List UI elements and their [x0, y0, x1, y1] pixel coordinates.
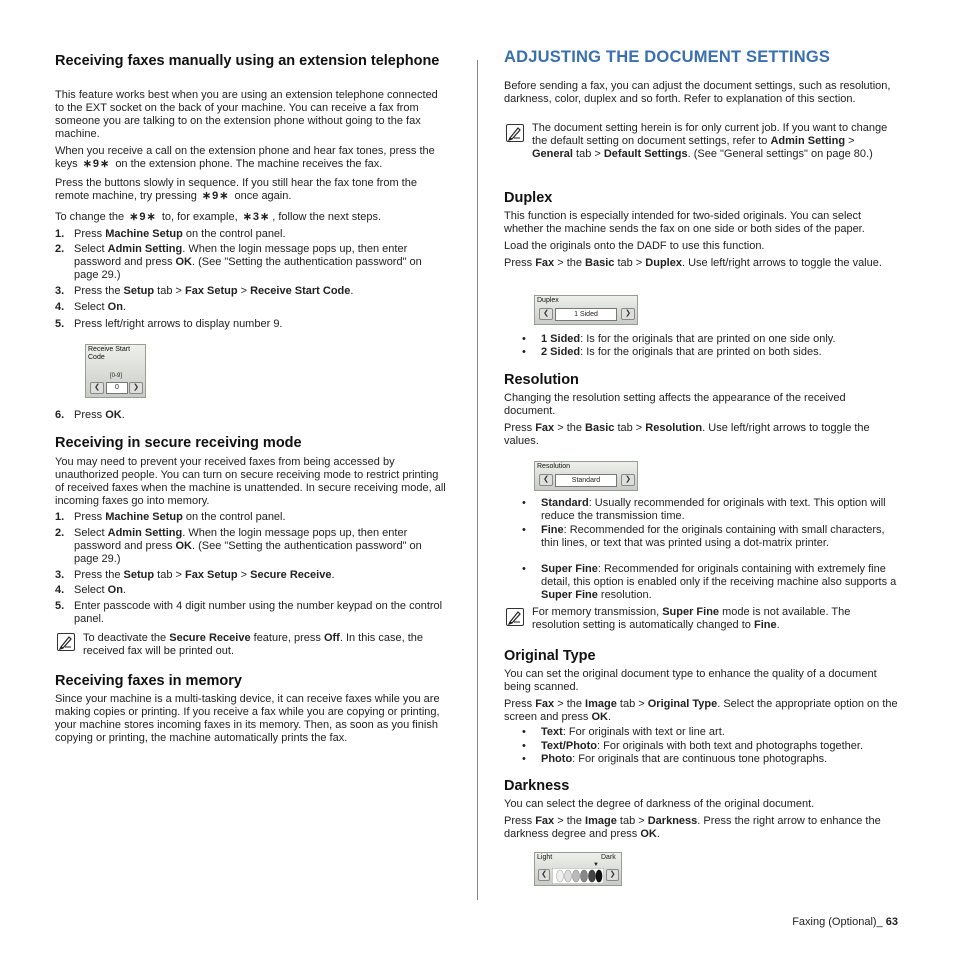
resolution-bullet-fine: • Fine: Recommended for the originals containing with small characters, thin lines, or text that was printed using a dot-matrix printer.	[522, 524, 885, 549]
duplex-para2: Load the originals onto the DADF to use this function.	[504, 240, 765, 252]
original-bullet-text: • Text: For originals with text or line art.	[522, 726, 725, 738]
key-sequence-retry: ∗9∗	[201, 190, 230, 202]
lcd-title: Receive Start Code	[88, 346, 131, 361]
darkness-heading: Darkness	[504, 778, 570, 794]
original-bullet-textphoto: • Text/Photo: For originals with both text and photographs together.	[522, 740, 864, 752]
page-footer	[792, 916, 898, 929]
lcd-left-arrow-icon: ❮	[90, 382, 104, 394]
lcd-title: Duplex	[537, 297, 559, 304]
lcd-right-arrow-icon: ❯	[606, 869, 619, 881]
original-type-para: You can set the original document type to enhance the quality of a document being scanned.	[504, 668, 877, 693]
lcd-value: 0	[106, 382, 128, 394]
note-icon	[506, 124, 524, 142]
note-icon	[506, 608, 524, 626]
secure-receive-para: You may need to prevent your received faxes from being accessed by unauthorized people. You can turn on secure receiving mode to restrict printing of received faxes when the machine is unattended. In secure receiving mode, all incoming faxes go into memory.	[55, 456, 446, 507]
duplex-para1: This function is especially intended for two-sided originals. You can select whether the machine sends the fax on one side or both sides of the paper.	[504, 210, 865, 235]
resolution-heading: Resolution	[504, 372, 579, 388]
lcd-value: Standard	[555, 474, 617, 487]
manual-step-4: 4. Select On.	[55, 301, 126, 313]
darkness-para: You can select the degree of darkness of the original document.	[504, 798, 815, 810]
darkness-press: Press Fax > the Image tab > Darkness. Press the right arrow to enhance the darkness degree and press OK.	[504, 815, 881, 840]
page-number: 63	[885, 916, 898, 928]
manual-receive-para2: When you receive a call on the extension phone and hear fax tones, press the keys ∗9∗ on the extension phone. The machine receives the fax.	[55, 145, 435, 170]
manual-step-5: 5. Press left/right arrows to display number 9.	[55, 318, 283, 330]
secure-step-5: 5. Enter passcode with 4 digit number using the number keypad on the control panel.	[55, 600, 443, 625]
lcd-dark-label: Dark	[601, 854, 616, 861]
resolution-note: For memory transmission, Super Fine mode is not available. The resolution setting is automatically changed to Fine.	[532, 606, 851, 631]
manual-step-1: 1. Press Machine Setup on the control panel.	[55, 228, 286, 240]
lcd-light-label: Light	[537, 854, 553, 861]
lcd-left-arrow-icon: ❮	[539, 474, 553, 486]
duplex-bullet-2: • 2 Sided: Is for the originals that are printed on both sides.	[522, 346, 822, 358]
memory-receive-para: Since your machine is a multi-tasking device, it can receive faxes while you are making copies or printing. If you receive a fax while you are copying or printing, your machine stores incoming faxes in its memory. Then, as soon as you finish copying or printing, the machine automatically prints the fax.	[55, 693, 440, 744]
manual-receive-para1: This feature works best when you are using an extension telephone connected to the EXT socket on the back of your machine. You can receive a fax from someone you are talking to on the extension phone without going to the fax machine.	[55, 89, 438, 140]
resolution-para: Changing the resolution setting affects the appearance of the received document.	[504, 392, 846, 417]
secure-step-4: 4. Select On.	[55, 584, 126, 596]
darkness-pointer-icon: ▼	[593, 862, 599, 868]
manual-step-2: 2. Select Admin Setting. When the login message pops up, then enter password and press OK. (See "Setting the authentication password" on page 29.)	[55, 243, 422, 281]
lcd-right-arrow-icon: ❯	[621, 474, 635, 486]
duplex-heading: Duplex	[504, 190, 553, 206]
resolution-bullet-standard: • Standard: Usually recommended for originals with text. This option will reduce the transmission time.	[522, 497, 886, 522]
secure-note: To deactivate the Secure Receive feature, press Off. In this case, the received fax will be printed out.	[83, 632, 423, 657]
intro-para: Before sending a fax, you can adjust the document settings, such as resolution, darkness, color, duplex and so forth. Refer to explanation of this section.	[504, 80, 891, 105]
document-setting-note: The document setting herein is for only current job. If you want to change the default setting on document settings, refer to Admin Setting > General tab > Default Settings. (See "General settings" on page 80.)	[532, 122, 888, 160]
lcd-right-arrow-icon: ❯	[621, 308, 635, 320]
secure-step-2: 2. Select Admin Setting. When the login message pops up, then enter password and press OK. (See "Setting the authentication password" on page 29.)	[55, 527, 422, 565]
footer-section: Faxing (Optional)_	[792, 916, 883, 928]
key-sequence: ∗9∗	[82, 158, 111, 170]
darkness-lcd	[534, 852, 622, 886]
receive-start-code-lcd	[85, 344, 146, 398]
darkness-scale	[552, 868, 604, 884]
change-code-line: To change the ∗9∗ to, for example, ∗3∗ , follow the next steps.	[55, 211, 382, 223]
duplex-press: Press Fax > the Basic tab > Duplex. Use left/right arrows to toggle the value.	[504, 257, 882, 269]
column-divider	[477, 60, 478, 900]
note-icon	[57, 633, 75, 651]
resolution-press: Press Fax > the Basic tab > Resolution. Use left/right arrows to toggle the values.	[504, 422, 870, 447]
lcd-value: 1 Sided	[555, 308, 617, 321]
key-sequence-example: ∗3∗	[242, 211, 271, 223]
manual-receive-heading: Receiving faxes manually using an extension telephone	[55, 53, 440, 69]
lcd-left-arrow-icon: ❮	[539, 308, 553, 320]
original-type-press: Press Fax > the Image tab > Original Type. Select the appropriate option on the screen and press OK.	[504, 698, 898, 723]
original-type-heading: Original Type	[504, 648, 596, 664]
manual-receive-para3: Press the buttons slowly in sequence. If you still hear the fax tone from the remote machine, try pressing ∗9∗ once again.	[55, 177, 417, 202]
resolution-bullet-superfine: • Super Fine: Recommended for originals containing with extremely fine detail, this option is enabled only if the receiving machine also supports a Super Fine resolution.	[522, 563, 897, 601]
secure-step-3: 3. Press the Setup tab > Fax Setup > Secure Receive.	[55, 569, 335, 581]
secure-step-1: 1. Press Machine Setup on the control panel.	[55, 511, 286, 523]
secure-receive-heading: Receiving in secure receiving mode	[55, 435, 302, 451]
lcd-range: [0-9]	[110, 373, 123, 379]
key-sequence-current: ∗9∗	[129, 211, 157, 223]
resolution-lcd	[534, 461, 638, 491]
memory-receive-heading: Receiving faxes in memory	[55, 673, 242, 689]
lcd-title: Resolution	[537, 463, 571, 470]
lcd-right-arrow-icon: ❯	[129, 382, 143, 394]
duplex-bullet-1: • 1 Sided: Is for the originals that are printed on one side only.	[522, 333, 836, 345]
manual-step-6: 6. Press OK.	[55, 409, 125, 421]
main-heading: ADJUSTING THE DOCUMENT SETTINGS	[504, 48, 831, 66]
manual-step-3: 3. Press the Setup tab > Fax Setup > Receive Start Code.	[55, 285, 354, 297]
duplex-lcd	[534, 295, 638, 325]
original-bullet-photo: • Photo: For originals that are continuous tone photographs.	[522, 753, 828, 765]
lcd-left-arrow-icon: ❮	[538, 869, 550, 881]
